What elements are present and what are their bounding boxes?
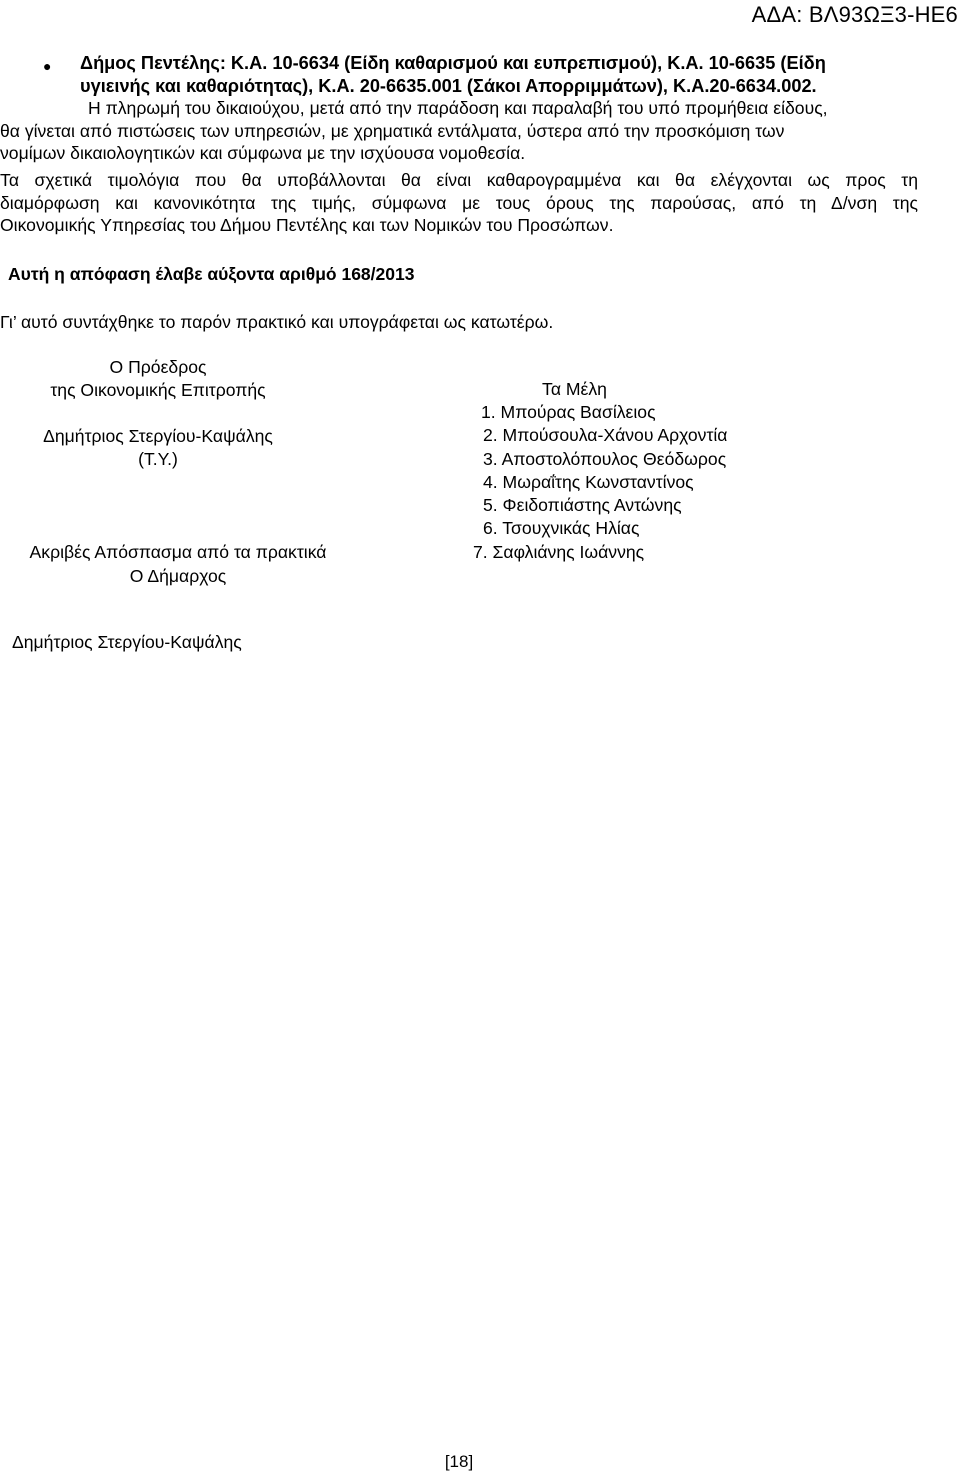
member-item: 1. Μπούρας Βασίλειος xyxy=(481,402,656,422)
president-signature-block xyxy=(0,356,316,471)
member-item: 6. Τσουχνικάς Ηλίας xyxy=(483,518,640,539)
closing-sentence: Γι’ αυτό συντάχθηκε το παρόν πρακτικό και υπογράφεται ως κατωτέρω. xyxy=(0,312,554,332)
paragraph-line: νομίμων δικαιολογητικών και σύμφωνα με την ισχύουσα νομοθεσία. xyxy=(0,143,526,163)
paragraph-line: Τα σχετικά τιμολόγια που θα υποβάλλονται θα είναι καθαρογραμμένα και θα ελέγχονται ως προς τη xyxy=(0,170,918,190)
extract-label: Ακριβές Απόσπασμα από τα πρακτικά xyxy=(29,542,327,562)
paragraph-line: διαμόρφωση και κανονικότητα της τιμής, σύμφωνα με τους όρους της παρούσας, από τη Δ/νση της xyxy=(0,192,918,213)
bullet-line: υγιεινής και καθαριότητας), Κ.Α. 20-6635.001 (Σάκοι Απορριμμάτων), Κ.Α.20-6634.002. xyxy=(80,75,817,96)
ada-code: ΑΔΑ: ΒΛ93ΩΞ3-ΗΕ6 xyxy=(751,2,958,27)
mayor-name: Δημήτριος Στεργίου-Καψάλης xyxy=(12,632,242,652)
members-list xyxy=(473,401,728,564)
extract-block xyxy=(0,540,356,588)
signature-note: (Τ.Υ.) xyxy=(138,449,178,469)
member-item: 4. Μωραΐτης Κωνσταντίνος xyxy=(483,471,694,492)
member-item: 3. Αποστολόπουλος Θεόδωρος xyxy=(483,448,727,469)
bullet-icon: ● xyxy=(43,58,52,74)
member-item: 7. Σαφλιάνης Ιωάννης xyxy=(473,541,645,562)
page-number: [18] xyxy=(444,1452,474,1471)
committee-title: της Οικονομικής Επιτροπής xyxy=(50,380,266,400)
invoices-paragraph xyxy=(0,169,918,237)
president-title: Ο Πρόεδρος xyxy=(109,357,207,377)
paragraph-line: Οικονομικής Υπηρεσίας του Δήμου Πεντέλης και των Νομικών του Προσώπων. xyxy=(0,215,614,235)
bullet-line: Δήμος Πεντέλης: Κ.Α. 10-6634 (Είδη καθαρισμού και ευπρεπισμού), Κ.Α. 10-6635 (Είδη xyxy=(80,53,826,73)
bullet-item xyxy=(80,52,826,97)
paragraph-line: Η πληρωμή του δικαιούχου, μετά από την παράδοση και παραλαβή του υπό προμήθεια είδους, xyxy=(88,98,828,118)
member-item: 2. Μπούσουλα-Χάνου Αρχοντία xyxy=(483,425,728,446)
president-name: Δημήτριος Στεργίου-Καψάλης xyxy=(43,426,273,446)
payment-paragraph xyxy=(0,97,828,165)
members-title: Τα Μέλη xyxy=(542,379,607,399)
decision-number: Αυτή η απόφαση έλαβε αύξοντα αριθμό 168/2013 xyxy=(8,264,415,284)
mayor-title: Ο Δήμαρχος xyxy=(129,566,227,586)
member-item: 5. Φειδοπιάστης Αντώνης xyxy=(483,495,682,516)
paragraph-line: θα γίνεται από πιστώσεις των υπηρεσιών, με χρηματικά εντάλματα, ύστερα από την προσκόμιση των xyxy=(0,120,785,141)
